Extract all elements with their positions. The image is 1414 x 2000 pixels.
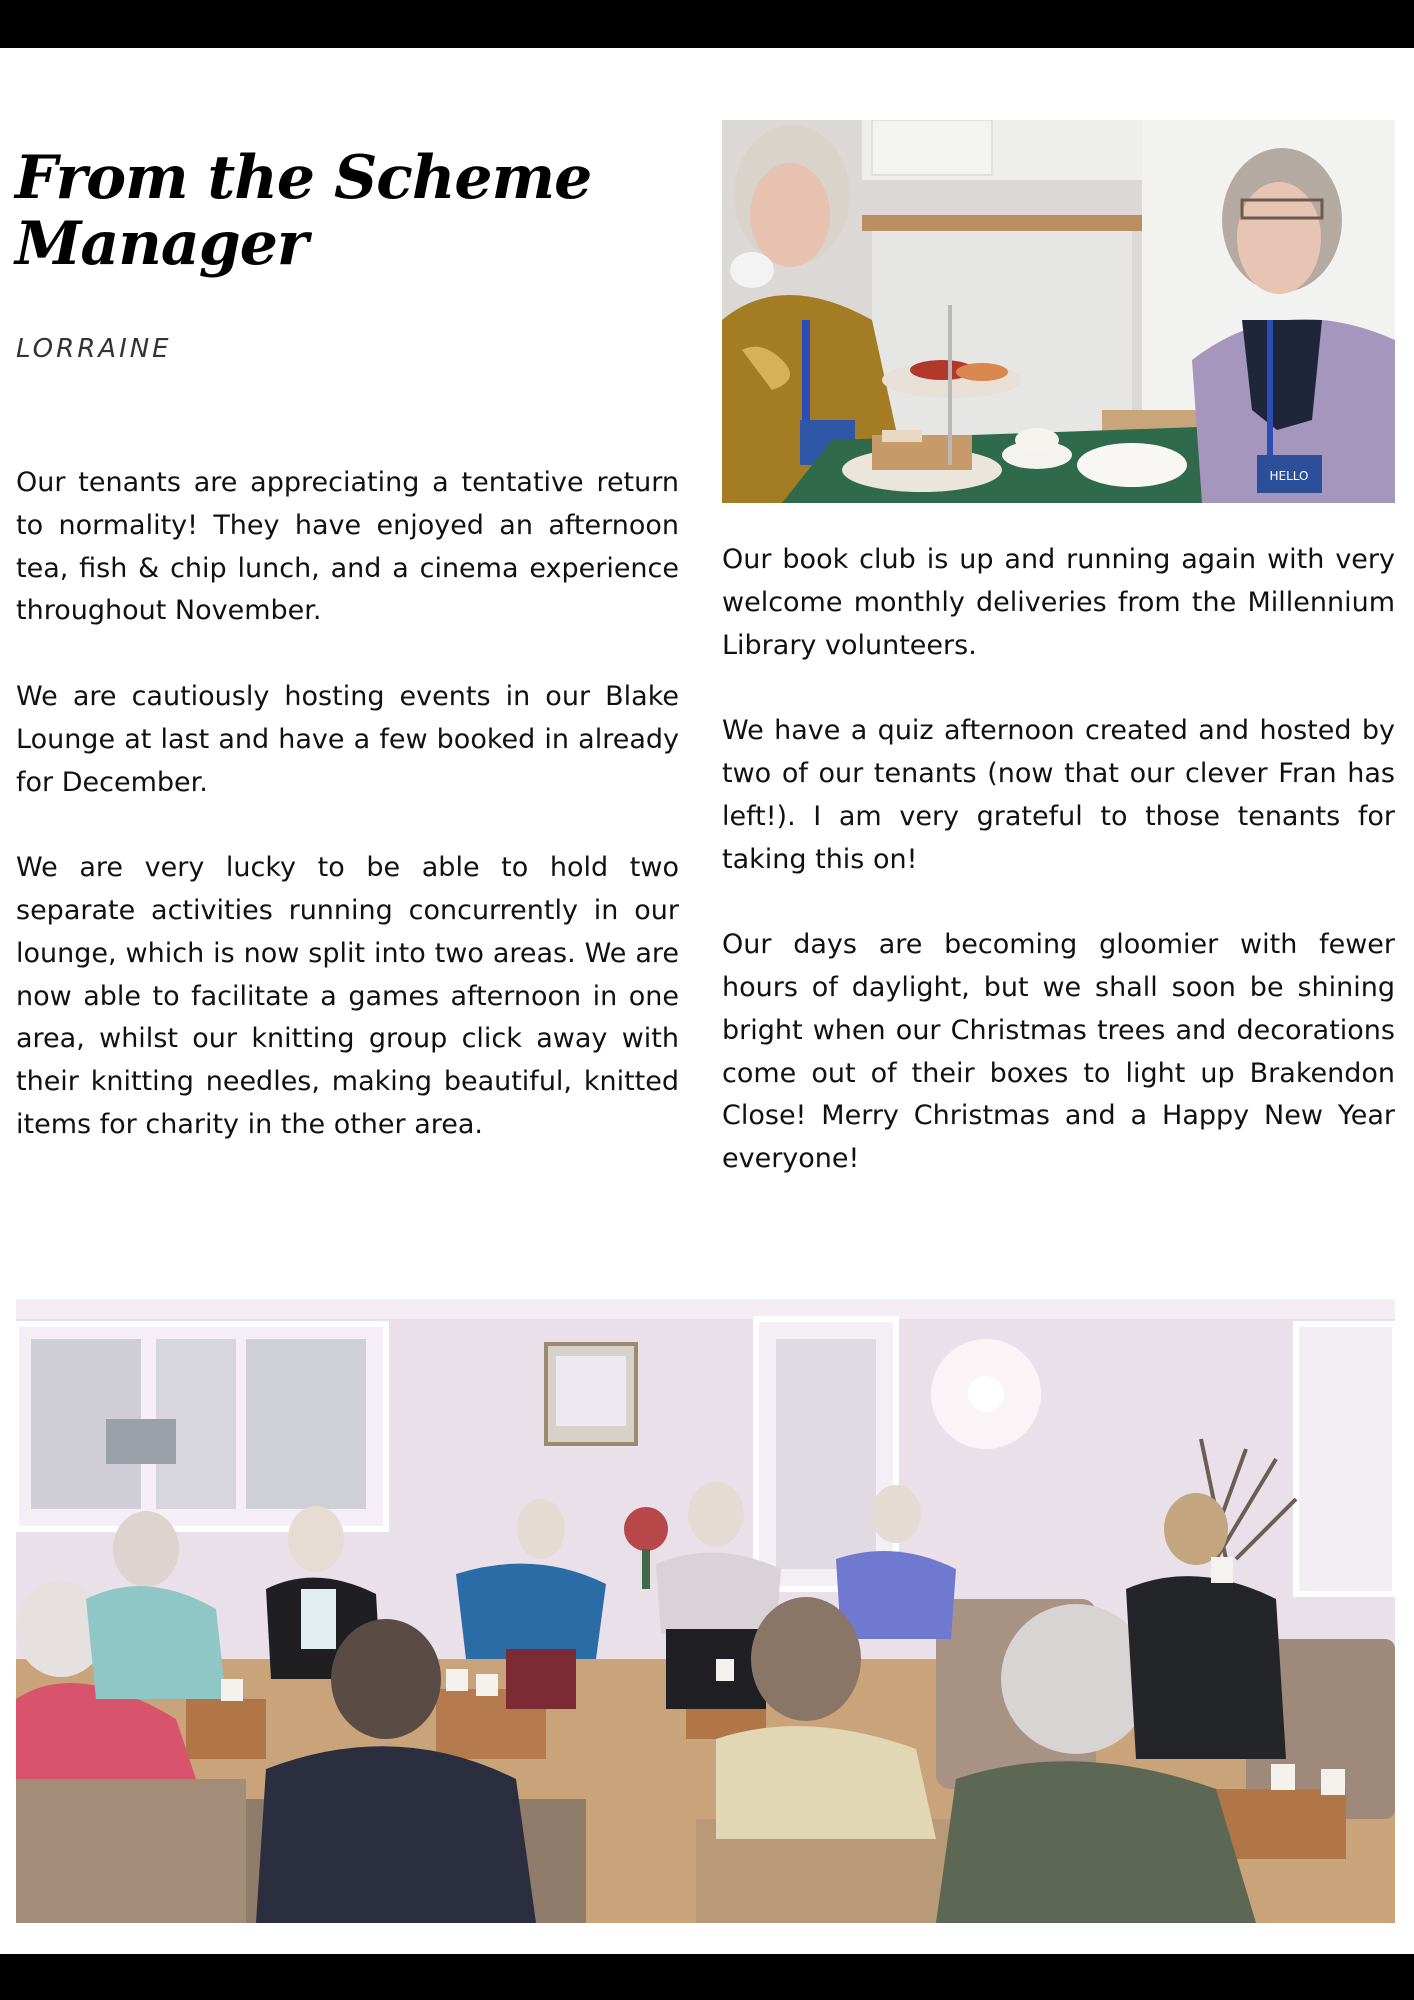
paragraph: We are cautiously hosting events in our Blake Lounge at last and have a few booked in already for December. (16, 680, 679, 798)
right-text-column (722, 539, 1395, 1224)
lounge-group-photo-drawing (16, 1299, 1395, 1923)
paragraph: We have a quiz afternoon created and hosted by two of our tenants (now that our clever Fran has left!). I am very grateful to those tenants for taking this on! (722, 715, 1395, 875)
left-text-column (16, 462, 679, 1190)
author-byline: LORRAINE (16, 334, 172, 364)
lounge-group-photo (16, 1299, 1395, 1923)
title-line-2: Manager (15, 209, 308, 279)
paragraph: Our book club is up and running again with very welcome monthly deliveries from the Millennium Library volunteers. (722, 544, 1395, 661)
name-badge-text: HELLO (1269, 469, 1309, 483)
paragraph: We are very lucky to be able to hold two separate activities running concurrently in our lounge, which is now split into two areas. We are now able to facilitate a games afternoon in one area, whilst our knitting group click away with their knitting needles, making beautiful, knitted items for charity in the other area. (16, 852, 679, 1140)
afternoon-tea-photo (722, 120, 1395, 503)
paragraph: Our tenants are appreciating a tentative return to normality! They have enjoyed an afternoon tea, fish & chip lunch, and a cinema experience throughout November. (16, 467, 679, 627)
top-black-bar (0, 0, 1414, 48)
page-title (15, 145, 655, 277)
paragraph: Our days are becoming gloomier with fewer hours of daylight, but we shall soon be shining bright when our Christmas trees and decorations come out of their boxes to light up Brakendon Close! Merry Christmas and a Happy New Year everyone! (722, 929, 1395, 1175)
afternoon-tea-photo-drawing (722, 120, 1395, 503)
bottom-black-bar (0, 1954, 1414, 2000)
title-line-1: From the Scheme (15, 143, 592, 213)
